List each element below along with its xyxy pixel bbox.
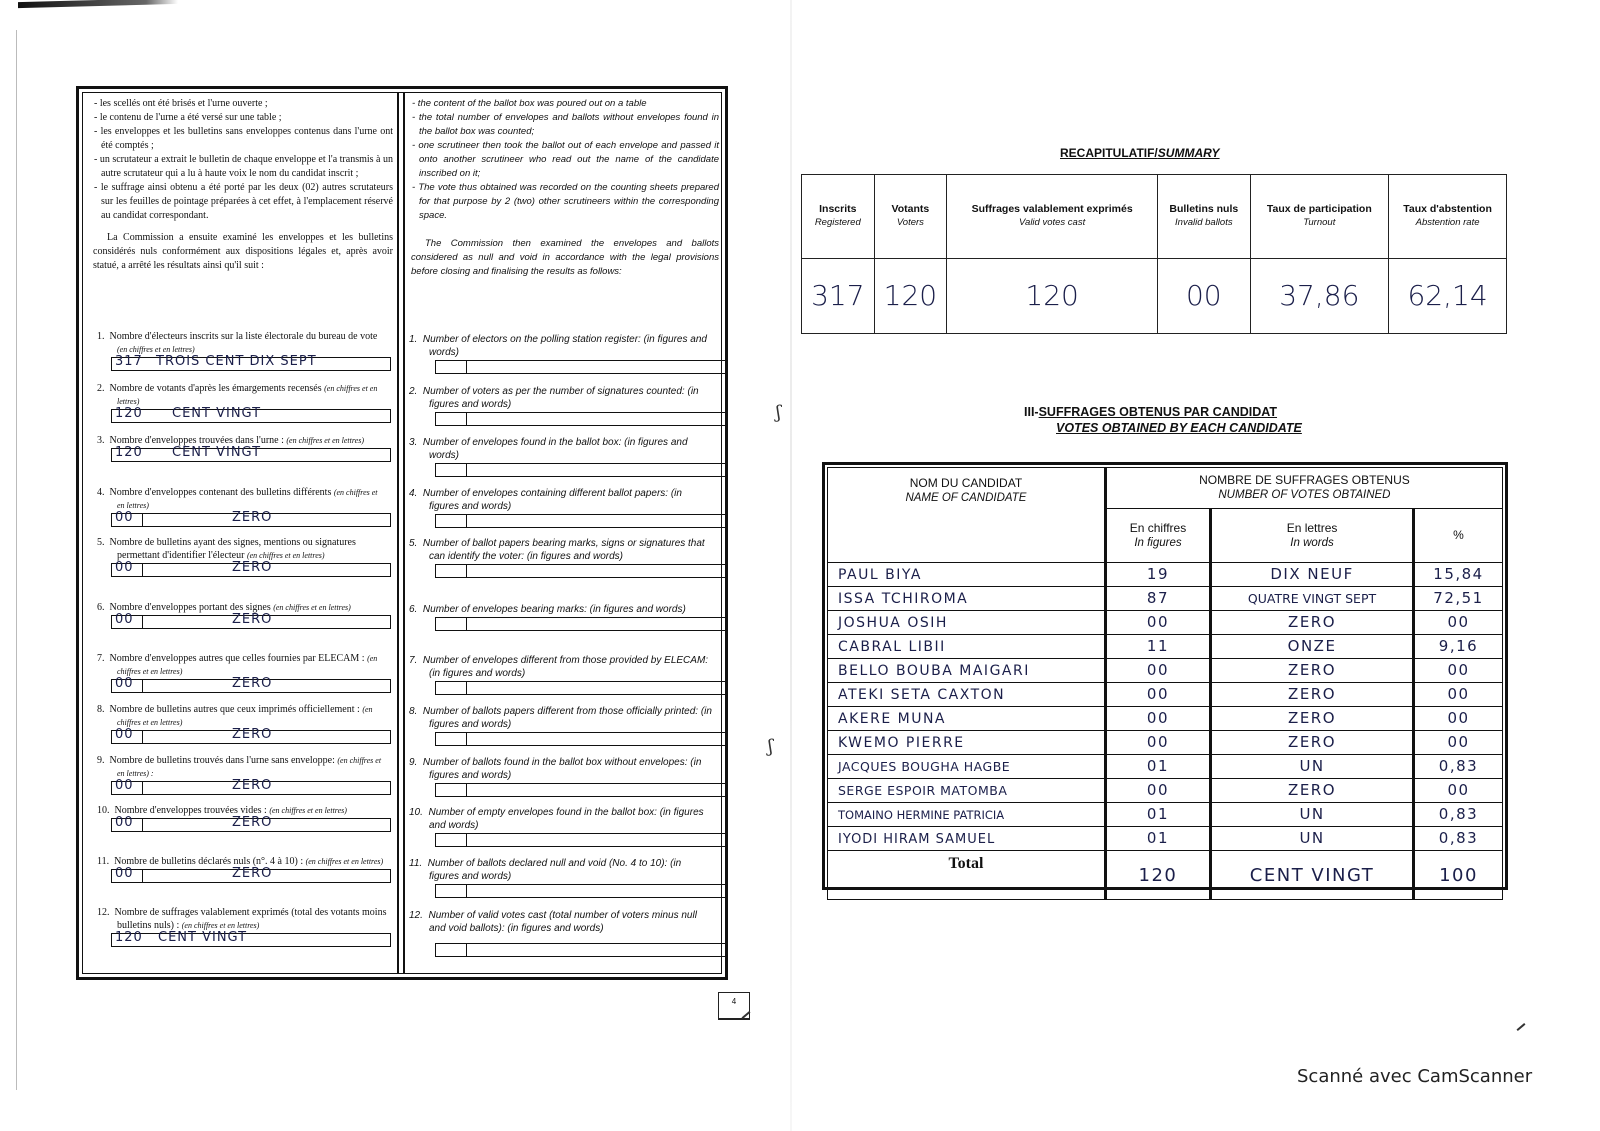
total-percent: 100 (1439, 864, 1478, 886)
table-row: CABRAL LIBII 11 ONZE 9,16 (828, 635, 1503, 659)
fr-item-10: 10. Nombre d'enveloppes trouvées vides : (en chiffres et en lettres) 00 ZERO (83, 804, 397, 832)
en-item-2: 2. Number of voters as per the number of signatures counted: (in figures and words) (405, 385, 723, 426)
summary-header-registered: Inscrits Registered (802, 175, 875, 259)
figure-value: 00 (115, 815, 134, 830)
fr-bullet: - les enveloppes et les bulletins sans enveloppes contenus dans l'urne ont été comptés ; (94, 126, 393, 151)
table-row: JOSHUA OSIH 00 ZERO 00 (828, 611, 1503, 635)
fr-item-6: 6. Nombre d'enveloppes portant des signes (en chiffres et en lettres) 00 ZERO (83, 601, 397, 629)
votes-table-frame (822, 462, 1508, 890)
en-item-4: 4. Number of envelopes containing different ballot papers: (in figures and words) (405, 487, 723, 528)
en-item-8: 8. Number of ballots papers different from those officially printed: (in figures and words) (405, 705, 723, 746)
votes-header-row (828, 468, 1503, 509)
summary-header-row (802, 175, 1507, 259)
table-row: JACQUES BOUGHA HAGBE 01 UN 0,83 (828, 755, 1503, 779)
words-value: CENT VINGT (172, 445, 262, 460)
summary-header-valid-votes: Suffrages valablement exprimés Valid votes cast (947, 175, 1158, 259)
fr-item-12: 12. Nombre de suffrages valablement exprimés (total des votants moins bulletins nuls) : (en chiffres et en lettres) 120 CENT VINGT (83, 906, 397, 947)
en-item-3: 3. Number of envelopes found in the ballot box: (in figures and words) (405, 436, 723, 477)
figure-value: 00 (115, 612, 134, 627)
table-row: BELLO BOUBA MAIGARI 00 ZERO 00 (828, 659, 1503, 683)
en-bullet: - the content of the ballot box was poured out on a table (412, 98, 647, 109)
fr-item-2: 2. Nombre de votants d'après les émargements recensés (en chiffres et en lettres) 120 CENT VINGT (83, 382, 397, 423)
english-column (405, 93, 723, 973)
header-in-words: En lettres In words (1211, 509, 1414, 563)
votes-table (827, 467, 1503, 900)
en-item-6: 6. Number of envelopes bearing marks: (in figures and words) (405, 603, 723, 631)
summary-value-voters: 120 (874, 258, 947, 333)
fr-item-7: 7. Nombre d'enveloppes autres que celles fournies par ELECAM : (en chiffres et en lettres) 00 ZERO (83, 652, 397, 693)
en-bullet: - one scrutineer then took the ballot out of each envelope and passed it onto another scrutineer who read out the name of the candidate inscribed on it; (412, 140, 719, 179)
fr-paragraph: La Commission a ensuite examiné les enveloppes et les bulletins considérés nuls conformément aux dispositions légales et, après avoir statué, a arrêté les résultats ainsi qu'il suit : (93, 232, 393, 271)
total-row (828, 851, 1503, 900)
fr-item-3: 3. Nombre d'enveloppes trouvées dans l'urne : (en chiffres et en lettres) 120 CENT VINGT (83, 434, 397, 462)
figure-value: 00 (115, 727, 134, 742)
en-item-7: 7. Number of envelopes different from those provided by ELECAM: (in figures and words) (405, 654, 723, 695)
summary-table (801, 174, 1507, 334)
en-item-11: 11. Number of ballots declared null and void (No. 4 to 10): (in figures and words) (405, 857, 723, 898)
en-item-2-field[interactable] (435, 412, 727, 426)
total-label: Total (828, 851, 1106, 900)
en-item-10-field[interactable] (435, 833, 727, 847)
figure-value: 317 (115, 354, 143, 369)
table-row: KWEMO PIERRE 00 ZERO 00 (828, 731, 1503, 755)
figure-value: 00 (115, 560, 134, 575)
words-value: ZERO (232, 510, 273, 525)
header-candidate-name: NOM DU CANDIDAT NAME OF CANDIDATE (828, 468, 1106, 563)
en-item-9-field[interactable] (435, 783, 727, 797)
fr-item-11: 11. Nombre de bulletins déclarés nuls (n°. 4 à 10) : (en chiffres et en lettres) 00 ZERO (83, 855, 397, 883)
en-item-5: 5. Number of ballot papers bearing marks, signs or signatures that can identify the voter: (in figures and words) (405, 537, 723, 578)
page-fold (790, 0, 792, 1131)
summary-header-voters: Votants Voters (874, 175, 947, 259)
fr-item-2-field[interactable] (111, 406, 391, 423)
table-row: IYODI HIRAM SAMUEL 01 UN 0,83 (828, 827, 1503, 851)
fr-bullet: - un scrutateur a extrait le bulletin de chaque enveloppe et l'a transmis à un autre scrutateur qui a lu à haute voix le nom du candidat inscrit ; (94, 154, 393, 179)
fr-bullet: - les scellés ont été brisés et l'urne ouverte ; (94, 98, 268, 109)
words-value: TROIS CENT DIX SEPT (156, 354, 317, 369)
votes-section-title: III-SUFFRAGES OBTENUS PAR CANDIDAT VOTES OBTAINED BY EACH CANDIDATE (1024, 405, 1302, 435)
summary-value-invalid: 00 (1158, 258, 1250, 333)
en-item-9: 9. Number of ballots found in the ballot box without envelopes: (in figures and words) (405, 756, 723, 797)
corner-mark (1517, 1023, 1526, 1031)
fr-item-1-field[interactable] (111, 354, 391, 371)
summary-header-turnout: Taux de participation Turnout (1250, 175, 1389, 259)
column-divider (397, 93, 405, 973)
margin-mark: ʃ (768, 736, 773, 757)
figure-value: 00 (115, 778, 134, 793)
words-value: CENT VINGT (172, 406, 262, 421)
figure-value: 00 (115, 510, 134, 525)
table-row: ISSA TCHIROMA 87 QUATRE VINGT SEPT 72,51 (828, 587, 1503, 611)
en-item-3-field[interactable] (435, 463, 727, 477)
summary-value-registered: 317 (802, 258, 875, 333)
table-row: ATEKI SETA CAXTON 00 ZERO 00 (828, 683, 1503, 707)
en-item-10: 10. Number of empty envelopes found in the ballot box: (in figures and words) (405, 806, 723, 847)
en-item-11-field[interactable] (435, 884, 727, 898)
scan-edge (18, 0, 178, 8)
french-column (83, 93, 397, 973)
fr-item-9-field[interactable] (111, 778, 391, 795)
header-in-figures: En chiffres In figures (1105, 509, 1210, 563)
en-item-12-field[interactable] (435, 943, 727, 957)
summary-value-turnout: 37,86 (1250, 258, 1389, 333)
total-figure: 120 (1138, 864, 1178, 886)
summary-value-row (802, 258, 1507, 333)
words-value: ZERO (232, 778, 273, 793)
en-item-12: 12. Number of valid votes cast (total number of voters minus null and void ballots): (in figures and words) (405, 909, 723, 957)
figure-value: 120 (115, 445, 143, 460)
words-value: ZERO (232, 612, 273, 627)
words-value: ZERO (232, 676, 273, 691)
fr-bullet: - le suffrage ainsi obtenu a été porté par les deux (02) autres scrutateurs sur les feuilles de pointage préparées à cet effet, à l'emplacement réservé au candidat correspondant. (94, 182, 393, 221)
summary-value-valid-votes: 120 (947, 258, 1158, 333)
fr-item-4: 4. Nombre d'enveloppes contenant des bulletins différents (en chiffres et en lettres) 00 ZERO (83, 486, 397, 527)
fr-item-5-field[interactable] (111, 560, 391, 577)
fr-item-5: 5. Nombre de bulletins ayant des signes, mentions ou signatures permettant d'identifier l'électeur (en chiffres et en lettres) 00 ZERO (83, 536, 397, 577)
page-number: 4 (718, 992, 750, 1020)
fr-item-7-field[interactable] (111, 676, 391, 693)
fr-item-8: 8. Nombre de bulletins autres que ceux imprimés officiellement : (en chiffres et en lettres) 00 ZERO (83, 703, 397, 744)
header-percent: % (1414, 509, 1503, 563)
en-item-4-field[interactable] (435, 514, 727, 528)
figure-value: 00 (115, 866, 134, 881)
words-value: ZERO (232, 560, 273, 575)
figure-value: 00 (115, 676, 134, 691)
en-item-5-field[interactable] (435, 564, 727, 578)
summary-header-abstention: Taux d'abstention Abstention rate (1389, 175, 1507, 259)
en-item-1-field[interactable] (435, 360, 727, 374)
camscanner-watermark: Scanné avec CamScanner (1297, 1066, 1533, 1087)
en-item-7-field[interactable] (435, 681, 727, 695)
fr-bullet: - le contenu de l'urne a été versé sur une table ; (94, 112, 282, 123)
summary-header-invalid: Bulletins nuls Invalid ballots (1158, 175, 1250, 259)
words-value: ZERO (232, 727, 273, 742)
summary-value-abstention: 62,14 (1389, 258, 1507, 333)
table-row: AKERE MUNA 00 ZERO 00 (828, 707, 1503, 731)
counting-form-inner (82, 92, 722, 974)
counting-form (76, 86, 728, 980)
fr-item-9: 9. Nombre de bulletins trouvés dans l'urne sans enveloppe: (en chiffres et en lettres) : 00 ZERO (83, 754, 397, 795)
en-bullet: - The vote thus obtained was recorded on the counting sheets prepared for that purpose by 2 (two) other scrutineers within the corresponding space. (412, 182, 719, 221)
en-item-6-field[interactable] (435, 617, 727, 631)
fr-item-8-field[interactable] (111, 727, 391, 744)
figure-value: 120 (115, 930, 143, 945)
table-row: SERGE ESPOIR MATOMBA 00 ZERO 00 (828, 779, 1503, 803)
page-edge-line (16, 30, 17, 1090)
summary-title: RECAPITULATIF/SUMMARY (1060, 146, 1220, 160)
table-row: TOMAINO HERMINE PATRICIA 01 UN 0,83 (828, 803, 1503, 827)
fr-item-1: 1. Nombre d'électeurs inscrits sur la liste électorale du bureau de vote (en chiffres et en lettres) 317 TROIS CENT DIX SEPT (83, 330, 397, 371)
en-bullet: - the total number of envelopes and ballots without envelopes found in the ballot box was counted; (412, 112, 719, 137)
table-row: PAUL BIYA 19 DIX NEUF 15,84 (828, 563, 1503, 587)
en-item-1: 1. Number of electors on the polling station register: (in figures and words) (405, 333, 723, 374)
words-value: ZERO (232, 866, 273, 881)
words-value: CENT VINGT (158, 930, 248, 945)
fr-item-4-field[interactable] (111, 510, 391, 527)
fr-item-12-field[interactable] (111, 930, 391, 947)
total-words: CENT VINGT (1249, 864, 1375, 886)
en-item-8-field[interactable] (435, 732, 727, 746)
en-paragraph: The Commission then examined the envelopes and ballots considered as null and void in accordance with the legal provisions before closing and finalising the results as follows: (411, 238, 719, 277)
margin-mark: ʃ (776, 402, 781, 423)
figure-value: 120 (115, 406, 143, 421)
header-votes-obtained: NOMBRE DE SUFFRAGES OBTENUS NUMBER OF VOTES OBTAINED (1105, 468, 1502, 509)
words-value: ZERO (232, 815, 273, 830)
